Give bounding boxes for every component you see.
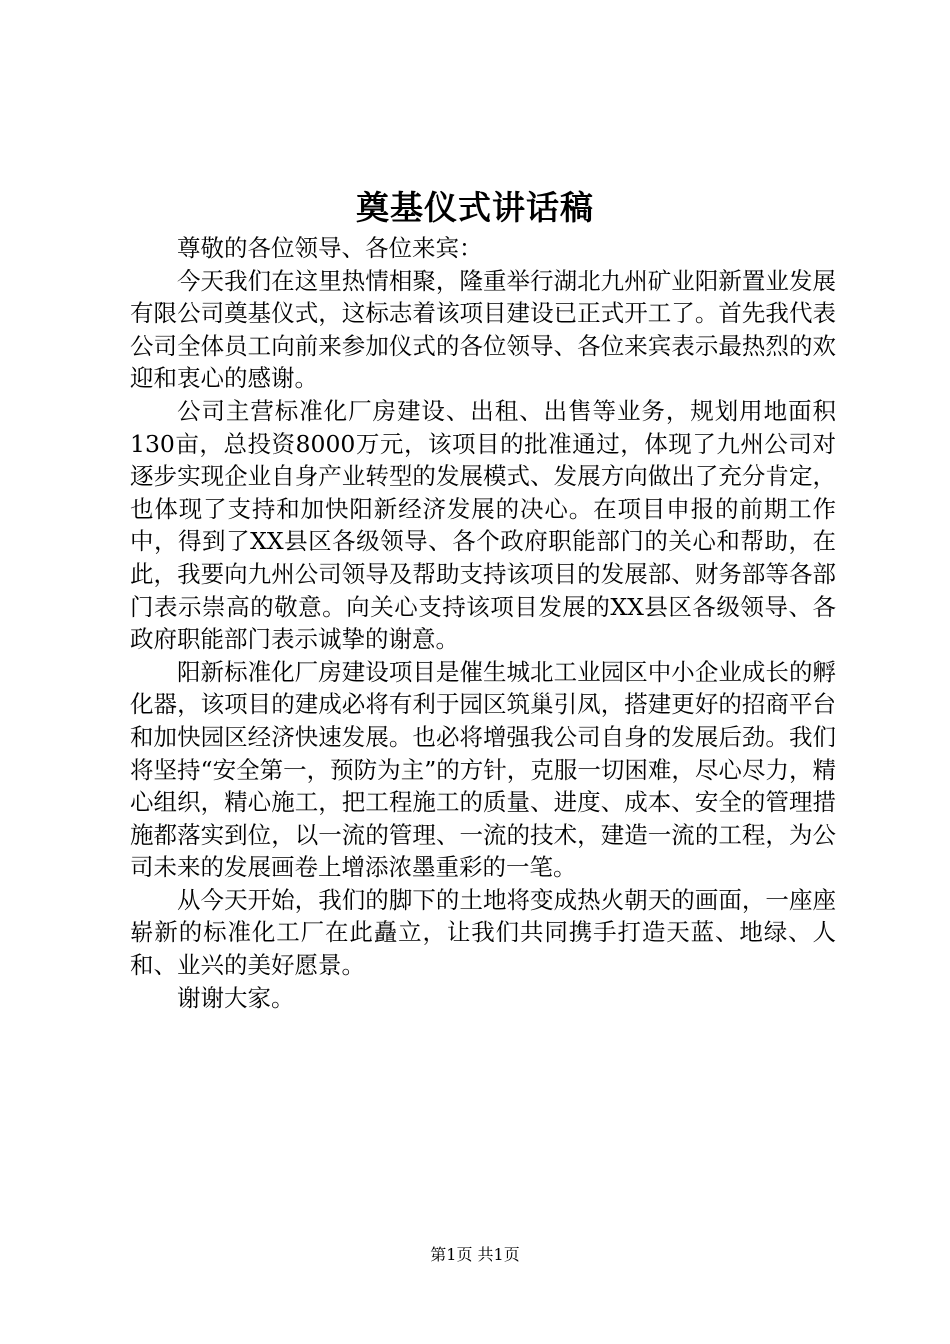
body-paragraph-3: 阳新标准化厂房建设项目是催生城北工业园区中小企业成长的孵化器，该项目的建成必将有利于园区筑巢引凤，搭建更好的招商平台和加快园区经济快速发展。也必将增强我公司自身的发展后劲。我们将坚持“安全第一，预防为主”的方针，克服一切困难，尽心尽力，精心组织，精心施工，把工程施工的质量、进度、成本、安全的管理措施都落实到位，以一流的管理、一流的技术，建造一流的工程，为公司未来的发展画卷上增添浓墨重彩的一笔。 <box>130 657 836 882</box>
document-title: 奠基仪式讲话稿 <box>356 188 594 227</box>
document-body <box>130 232 836 1014</box>
body-paragraph-4: 从今天开始，我们的脚下的土地将变成热火朝天的画面，一座座崭新的标准化工厂在此矗立，让我们共同携手打造天蓝、地绿、人和、业兴的美好愿景。 <box>130 885 836 980</box>
greeting-paragraph: 尊敬的各位领导、各位来宾： <box>177 234 483 262</box>
body-paragraph-1: 今天我们在这里热情相聚，隆重举行湖北九州矿业阳新置业发展有限公司奠基仪式，这标志着该项目建设已正式开工了。首先我代表公司全体员工向前来参加仪式的各位领导、各位来宾表示最热烈的欢迎和衷心的感谢。 <box>130 266 836 393</box>
page-number-footer: 第1页 共1页 <box>430 1245 520 1264</box>
closing-paragraph: 谢谢大家。 <box>177 983 295 1012</box>
body-paragraph-2: 公司主营标准化厂房建设、出租、出售等业务，规划用地面积130亩，总投资8000万元，该项目的批准通过，体现了九州公司对逐步实现企业自身产业转型的发展模式、发展方向做出了充分肯定，也体现了支持和加快阳新经济发展的决心。在项目申报的前期工作中，得到了XX县区各级领导、各个政府职能部门的关心和帮助，在此，我要向九州公司领导及帮助支持该项目的发展部、财务部等各部门表示崇高的敬意。向关心支持该项目发展的XX县区各级领导、各政府职能部门表示诚挚的谢意。 <box>130 396 836 654</box>
